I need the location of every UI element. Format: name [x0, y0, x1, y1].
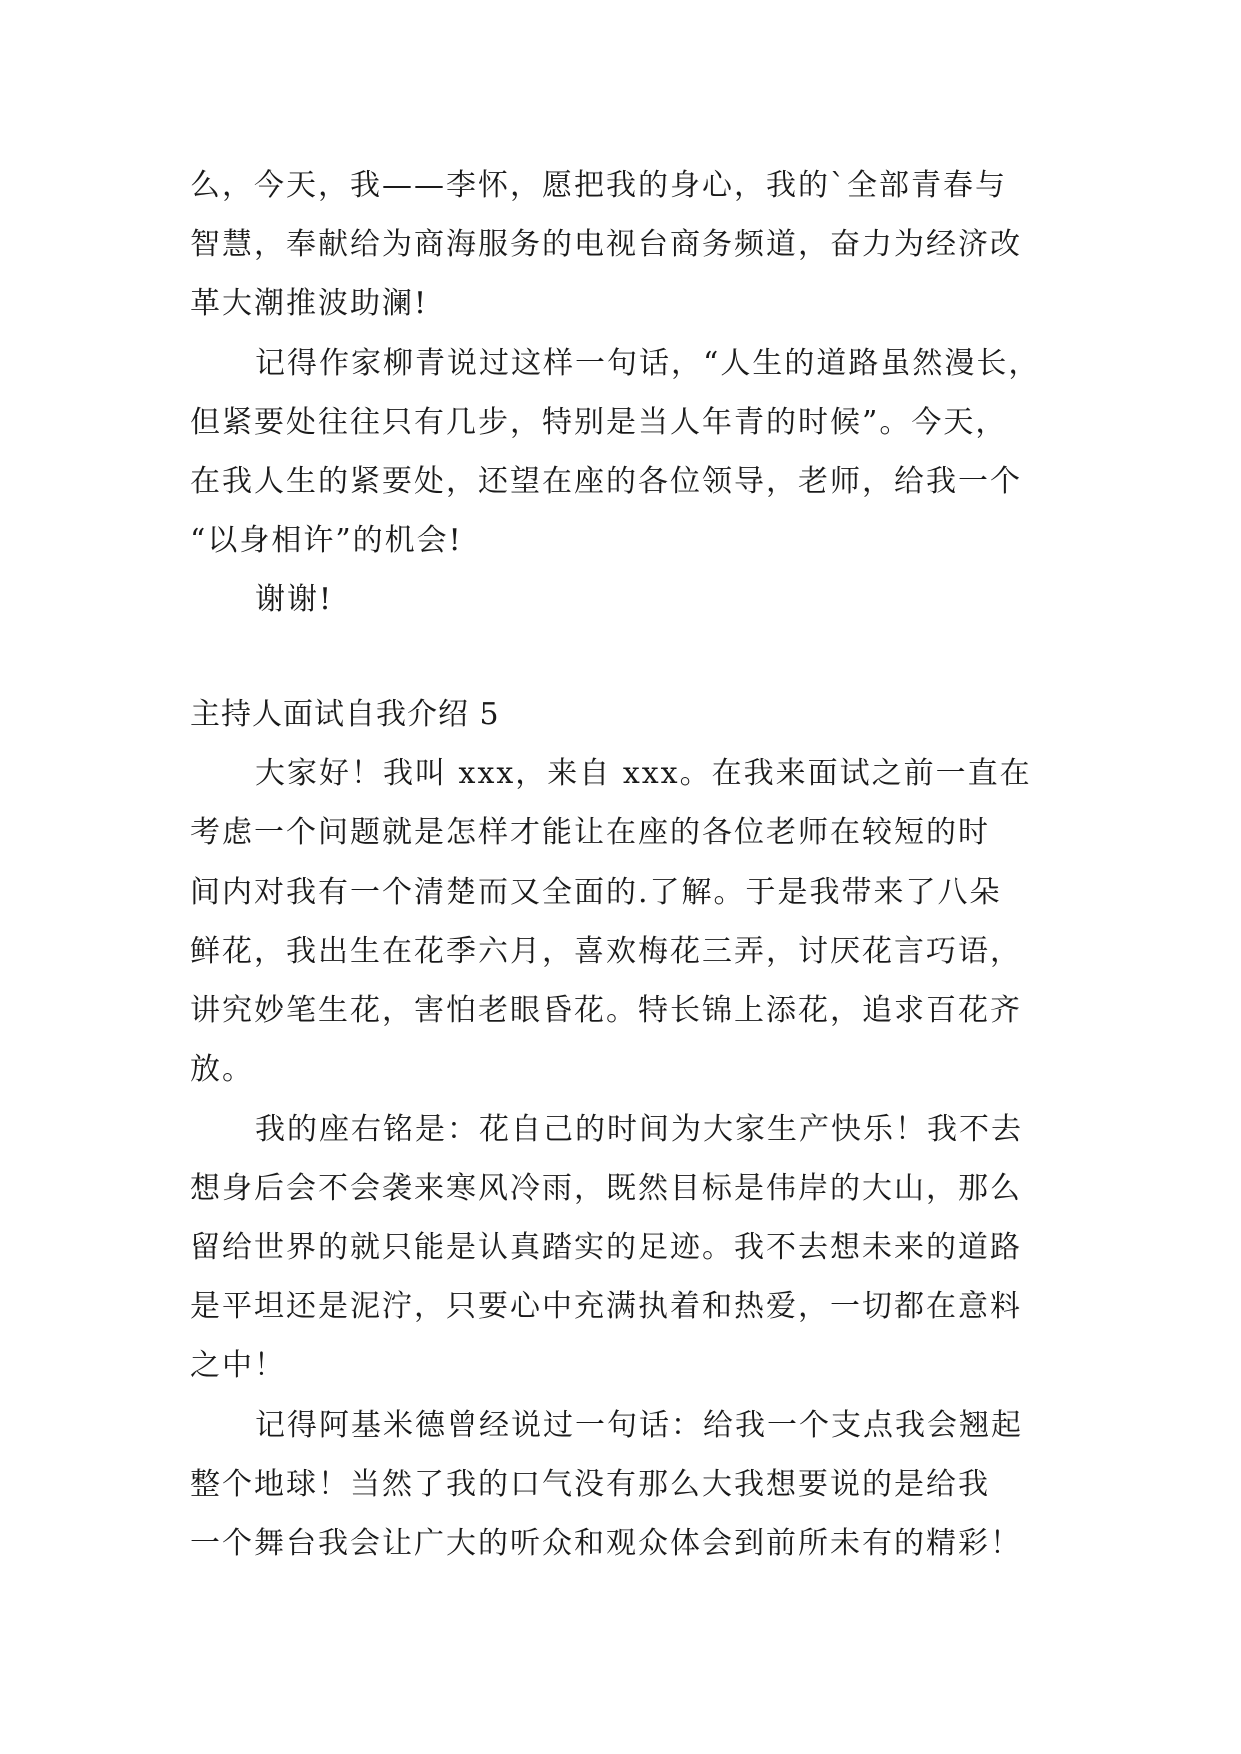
- paragraph-line: 考虑一个问题就是怎样才能让在座的各位老师在较短的时: [190, 815, 990, 850]
- paragraph-line: 但紧要处往往只有几步，特别是当人年青的时候”。今天，: [190, 405, 1008, 440]
- paragraph-line: “以身相许”的机会!: [190, 523, 463, 558]
- paragraph-line: 放。: [190, 1052, 254, 1087]
- paragraph-line: 记得作家柳青说过这样一句话，“人生的道路虽然漫长，: [255, 346, 1041, 381]
- paragraph-line: 留给世界的就只能是认真踏实的足迹。我不去想未来的道路: [190, 1230, 1022, 1265]
- paragraph-line: 一个舞台我会让广大的听众和观众体会到前所未有的精彩！: [190, 1526, 1022, 1561]
- paragraph-line: 在我人生的紧要处，还望在座的各位领导，老师，给我一个: [190, 464, 1022, 499]
- paragraph-line: 间内对我有一个清楚而又全面的.了解。于是我带来了八朵: [190, 875, 1002, 910]
- section-heading: 主持人面试自我介绍 5: [190, 697, 500, 732]
- paragraph-line: 大家好！我叫 xxx，来自 xxx。在我来面试之前一直在: [255, 756, 1032, 791]
- paragraph-line: 讲究妙笔生花，害怕老眼昏花。特长锦上添花，追求百花齐: [190, 993, 1022, 1028]
- paragraph-line: 记得阿基米德曾经说过一句话：给我一个支点我会翘起: [255, 1408, 1023, 1443]
- paragraph-line: 是平坦还是泥泞，只要心中充满执着和热爱，一切都在意料: [190, 1289, 1022, 1324]
- paragraph-line: 我的座右铭是：花自己的时间为大家生产快乐！我不去: [255, 1112, 1023, 1147]
- paragraph-line: 谢谢!: [255, 582, 334, 617]
- paragraph-line: 鲜花，我出生在花季六月，喜欢梅花三弄，讨厌花言巧语，: [190, 934, 1022, 969]
- paragraph-line: 想身后会不会袭来寒风冷雨，既然目标是伟岸的大山，那么: [190, 1171, 1022, 1206]
- paragraph-line: 革大潮推波助澜!: [190, 286, 429, 321]
- paragraph-line: 智慧，奉献给为商海服务的电视台商务频道，奋力为经济改: [190, 227, 1022, 262]
- paragraph-line: 么，今天，我——李怀，愿把我的身心，我的`全部青春与: [190, 168, 1007, 203]
- paragraph-line: 整个地球！当然了我的口气没有那么大我想要说的是给我: [190, 1467, 990, 1502]
- paragraph-line: 之中！: [190, 1348, 286, 1383]
